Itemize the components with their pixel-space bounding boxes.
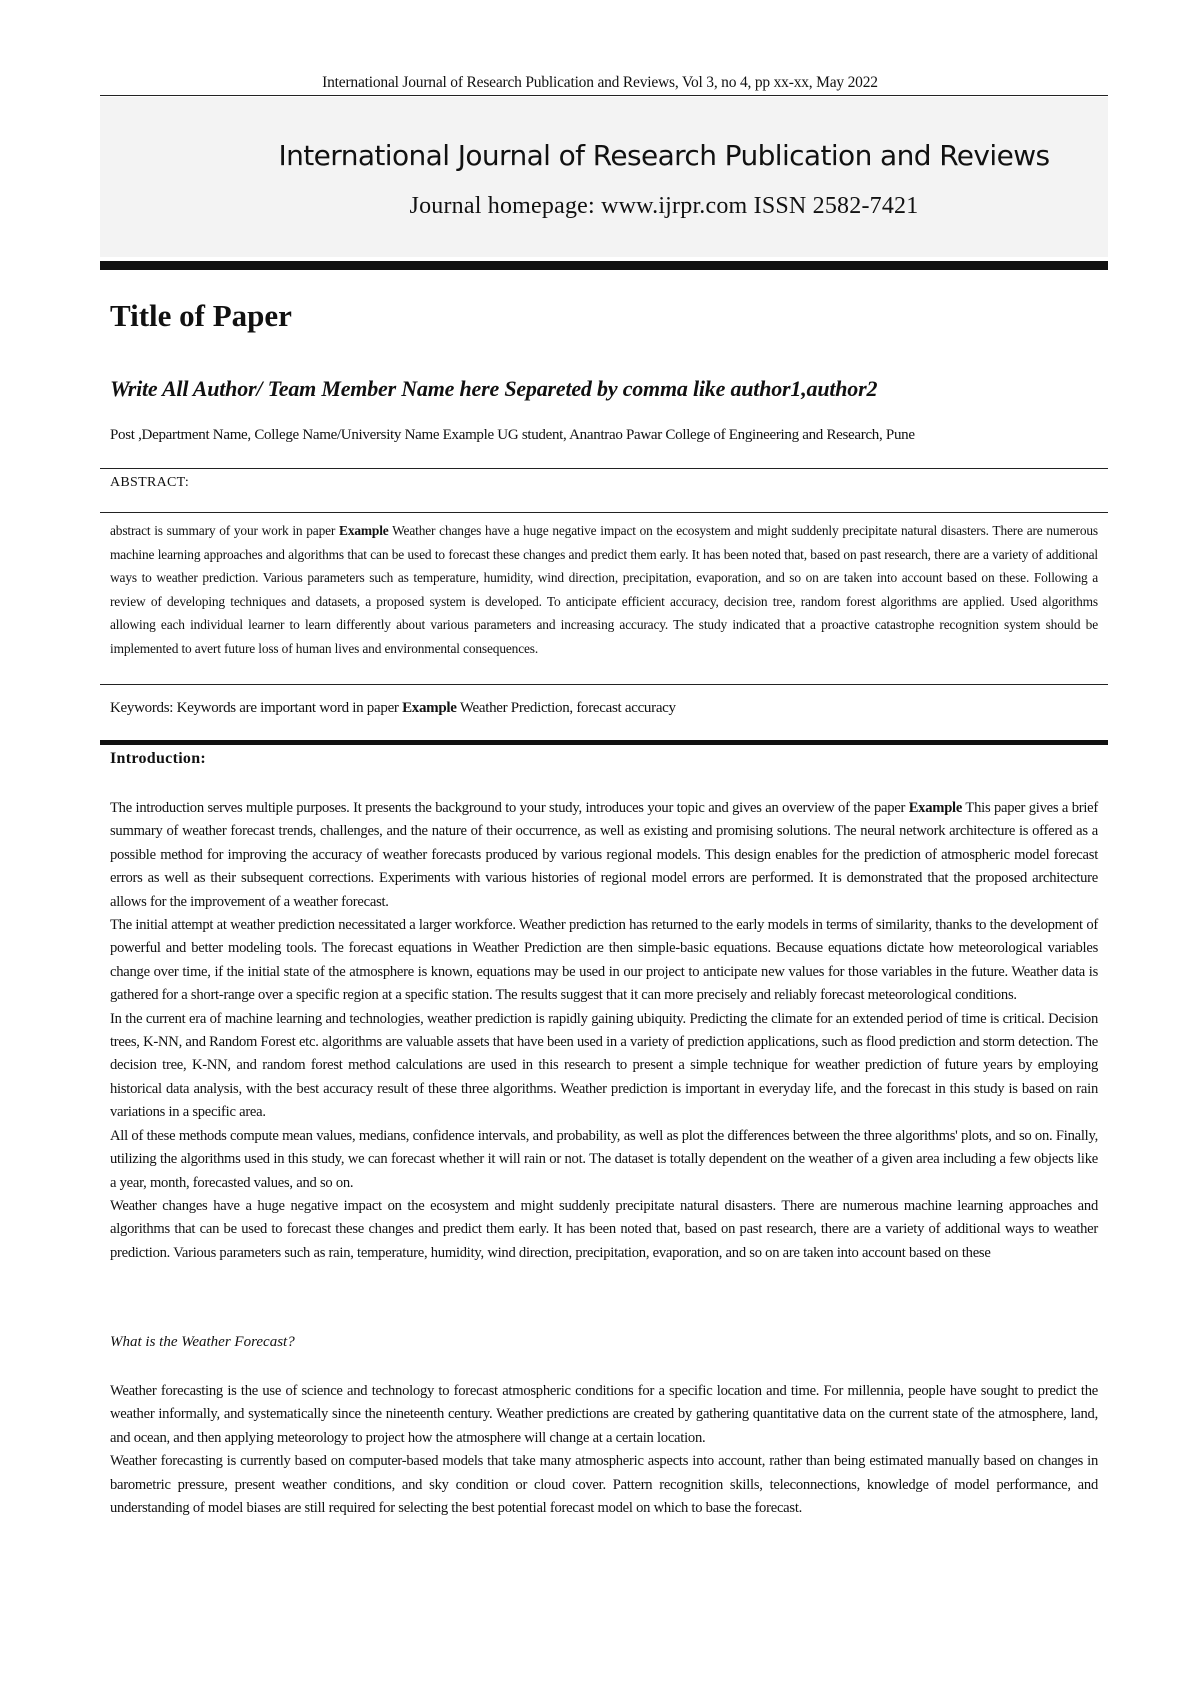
forecast-paragraph-2: Weather forecasting is currently based on computer-based models that take many atmospheric aspects into account, rather than being estimated manually based on changes in barometric pressure, present weather conditions, and sky condition or cloud cover. Pattern recognition skills, teleconnections, knowledge of model performance, and understanding of model biases are still required for selecting the best potential forecast model on which to base the forecast. (110, 1453, 1098, 1517)
forecast-body (110, 1380, 1098, 1520)
intro-p1-lead: The introduction serves multiple purposes. It presents the background to your study, introduces your topic and gives an overview of the paper (110, 800, 909, 816)
introduction-heading: Introduction: (110, 750, 207, 767)
header-rule (100, 95, 1108, 96)
abstract-bottom-rule (100, 684, 1108, 685)
author-list: Write All Author/ Team Member Name here Separeted by comma like author1,author2 (110, 376, 878, 401)
abstract-lead: abstract is summary of your work in paper (110, 523, 340, 538)
intro-p1-text: This paper gives a brief summary of weather forecast trends, challenges, and the nature of their occurrence, as well as existing and promising solutions. The neural network architecture is offered as a possible method for improving the accuracy of weather forecasts produced by various regional models. This design enables for the prediction of atmospheric model forecast errors as well as their subsequent corrections. Experiments with various histories of regional model errors are performed. It is demonstrated that the proposed architecture allows for the improvement of a weather forecast. (110, 800, 1098, 910)
keywords-example-label: Example (402, 700, 457, 716)
keywords-lead: Keywords: Keywords are important word in paper (110, 700, 403, 716)
intro-paragraph-2: The initial attempt at weather prediction necessitated a larger workforce. Weather prediction has returned to the early models in terms of similarity, thanks to the development of powerful and better modeling tools. The forecast equations in Weather Prediction are then simple-basic equations. Because equations dictate how meteorological variables change over time, if the initial state of the atmosphere is known, equations may be used in our project to anticipate new values for those variables in the future. Weather data is gathered for a short-range over a specific region at a specific station. The results suggest that it can more precisely and reliably forecast meteorological conditions. (110, 917, 1098, 1004)
running-header: International Journal of Research Publication and Reviews, Vol 3, no 4, pp xx-xx, May 2022 (322, 74, 878, 91)
intro-example-label: Example (908, 800, 963, 816)
keywords-divider (100, 740, 1108, 745)
intro-paragraph-5: Weather changes have a huge negative impact on the ecosystem and might suddenly precipitate natural disasters. There are numerous machine learning approaches and algorithms that can be used to forecast these changes and predict them early. It has been noted that, based on past research, there are a variety of additional ways to weather prediction. Various parameters such as rain, temperature, humidity, wind direction, precipitation, evaporation, and so on are taken into account based on these (110, 1197, 1098, 1261)
journal-name: International Journal of Research Publication and Reviews (278, 139, 1050, 172)
abstract-heading-rule (100, 512, 1108, 513)
paper-title: Title of Paper (110, 298, 292, 333)
forecast-subheading: What is the Weather Forecast? (110, 1334, 295, 1350)
forecast-paragraph-1: Weather forecasting is the use of science and technology to forecast atmospheric conditions for a specific location and time. For millennia, people have sought to predict the weather informally, and systematically since the nineteenth century. Weather predictions are created by gathering quantitative data on the current state of the atmosphere, land, and ocean, and then applying meteorology to project how the atmosphere will change at a certain location. (110, 1383, 1098, 1446)
introduction-body (110, 797, 1098, 1265)
intro-paragraph-4: All of these methods compute mean values, medians, confidence intervals, and probability, as well as plot the differences between the three algorithms' plots, and so on. Finally, utilizing the algorithms used in this study, we can forecast whether it will rain or not. The dataset is totally dependent on the weather of a given area including a few objects like a year, month, forecasted values, and so on. (110, 1127, 1098, 1191)
abstract-heading: ABSTRACT: (110, 475, 190, 490)
journal-masthead (100, 97, 1108, 257)
intro-paragraph-3: In the current era of machine learning and technologies, weather prediction is rapidly gaining ubiquity. Predicting the climate for an extended period of time is critical. Decision trees, K-NN, and Random Forest etc. algorithms are valuable assets that have been used in a variety of prediction applications, such as flood prediction and storm detection. The decision tree, K-NN, and random forest method calculations are used in this research to present a simple technique for weather prediction of future years by employing historical data analysis, with the best accuracy result of these three algorithms. Weather prediction is important in everyday life, and the forecast in this study is based on rain variations in a specific area. (110, 1010, 1098, 1121)
abstract-text: Weather changes have a huge negative impact on the ecosystem and might suddenly precipitate natural disasters. There are numerous machine learning approaches and algorithms that can be used to forecast these changes and predict them early. It has been noted that, based on past research, there are a variety of additional ways to weather prediction. Various parameters such as temperature, humidity, wind direction, precipitation, evaporation, and so on are taken into account based on these. Following a review of developing techniques and datasets, a proposed system is developed. To anticipate efficient accuracy, decision tree, random forest algorithms are applied. Used algorithms allowing each individual learner to learn differently about various parameters and increasing accuracy. The study indicated that a proactive catastrophe recognition system should be implemented to avert future loss of human lives and environmental consequences. (110, 523, 1098, 656)
abstract-body (110, 519, 1098, 661)
masthead-divider (100, 261, 1108, 270)
abstract-top-rule (100, 468, 1108, 469)
journal-homepage: Journal homepage: www.ijrpr.com ISSN 2582-7421 (409, 193, 919, 219)
intro-paragraph-1 (110, 797, 1098, 914)
affiliation: Post ,Department Name, College Name/University Name Example UG student, Anantrao Pawar College of Engineering and Research, Pune (110, 427, 915, 443)
abstract-example-label: Example (339, 523, 389, 538)
keywords-line (110, 700, 676, 717)
keywords-text: Weather Prediction, forecast accuracy (456, 700, 676, 716)
